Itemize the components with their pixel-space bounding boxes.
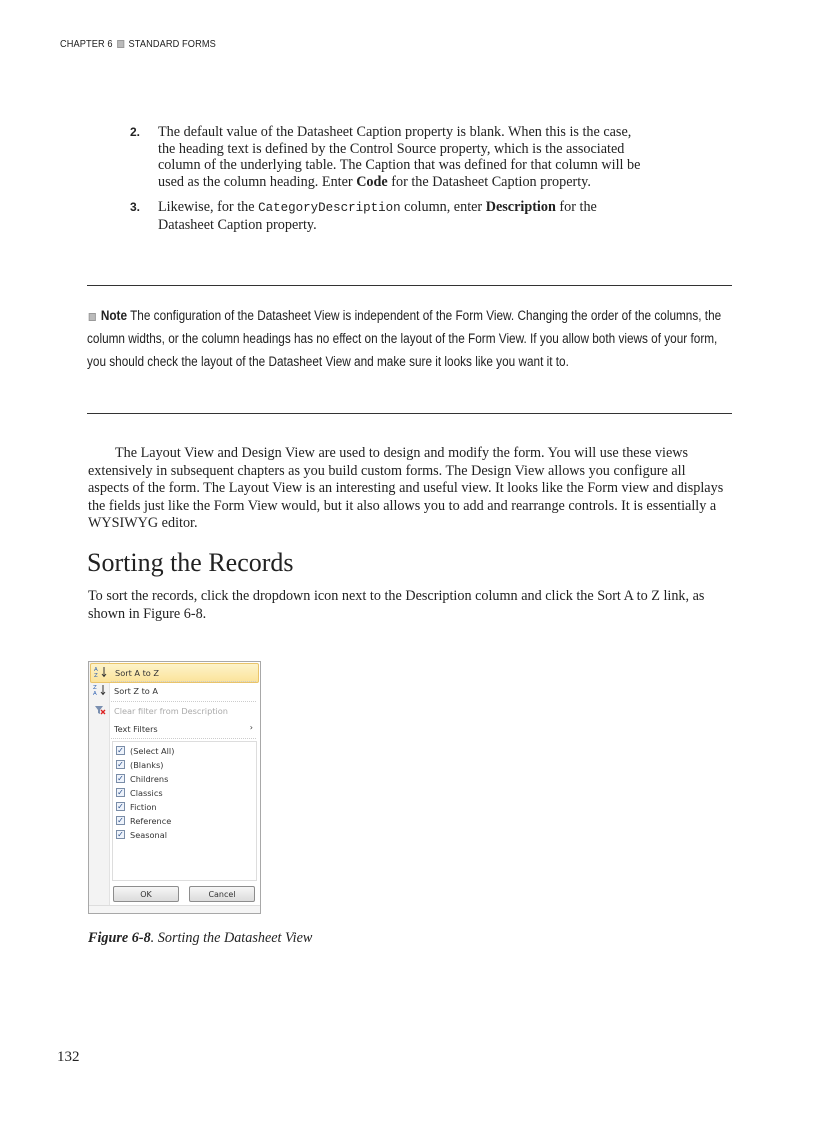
figure-caption-text: . Sorting the Datasheet View — [150, 930, 313, 946]
step-bold-text: Description — [485, 199, 556, 215]
checkbox-checked-icon[interactable]: ✓ — [117, 802, 124, 811]
checkbox-checked-icon[interactable]: ✓ — [117, 830, 124, 839]
note-box — [87, 285, 732, 414]
svg-text:Z: Z — [93, 685, 97, 691]
clear-filter-item[interactable] — [90, 702, 259, 720]
sort-descending-icon — [93, 684, 107, 698]
step-text-part: for the Datasheet Caption property. — [387, 173, 591, 190]
sort-z-to-a-label: Sort Z to A — [114, 686, 159, 696]
sort-z-to-a-item[interactable] — [90, 682, 259, 700]
sort-a-to-z-item[interactable] — [90, 663, 259, 683]
svg-text:A: A — [94, 667, 98, 673]
body-paragraph-2: To sort the records, click the dropdown icon next to the Description column and click the Sort A to Z link, as shown in Figure 6-8. — [88, 588, 705, 622]
note-text — [87, 304, 732, 373]
resize-grip[interactable] — [89, 905, 260, 913]
text-filters-item[interactable] — [90, 720, 259, 738]
list-item[interactable] — [116, 814, 171, 827]
note-body: The configuration of the Datasheet View is independent of the Form View. Changing the order of the columns, the column widths, or the column headings has no effect on the layout of the Form View. If you allow both views of your form, you should check the layout of the Datasheet View and make sure it looks like you want it to. — [87, 308, 722, 369]
step-item — [130, 124, 650, 190]
step-number: 2. — [130, 125, 141, 139]
list-item[interactable] — [116, 758, 164, 771]
list-item[interactable] — [116, 786, 163, 799]
note-label: Note — [100, 308, 128, 323]
clear-filter-label: Clear filter from Description — [114, 706, 228, 716]
step-bold-text: Code — [356, 173, 388, 190]
step-number: 3. — [130, 200, 141, 214]
svg-text:Z: Z — [94, 673, 98, 678]
submenu-arrow-icon: › — [249, 723, 253, 732]
list-item-label: Seasonal — [130, 829, 168, 840]
figure-caption-label: Figure 6-8 — [88, 930, 151, 946]
clear-filter-icon — [93, 704, 107, 718]
list-item-label: (Select All) — [130, 745, 175, 756]
numbered-steps — [130, 124, 650, 242]
step-text — [158, 199, 650, 233]
note-square-icon — [89, 313, 96, 321]
list-item[interactable] — [116, 828, 167, 841]
inline-code: CategoryDescription — [258, 201, 401, 215]
list-item-label: Fiction — [130, 801, 157, 812]
step-text-part: The default value of the Datasheet Caption property is blank. When this is the case, the heading text is defined by the Control Source property, which is the associated column of the underlying table. The Caption that was defined for that column will be used as the column heading. Enter — [158, 124, 641, 190]
body-paragraph: The Layout View and Design View are used to design and modify the form. You will use these views extensively in subsequent chapters as you build custom forms. The Design View allows you configure all aspects of the form. The Layout View is an interesting and useful view. It looks like the Form view and displays the fields just like the Form View would, but it also allows you to add and rearrange controls. It is essentially a WYSIWYG editor. — [88, 445, 724, 531]
list-item-label: Childrens — [130, 773, 169, 784]
svg-text:A: A — [93, 691, 97, 696]
checkbox-checked-icon[interactable]: ✓ — [117, 816, 124, 825]
menu-separator — [111, 738, 256, 739]
running-head — [60, 38, 216, 50]
step-item — [130, 199, 650, 233]
checkbox-checked-icon[interactable]: ✓ — [117, 760, 124, 769]
checkbox-checked-icon[interactable]: ✓ — [117, 788, 124, 797]
separator-square-icon — [117, 40, 124, 48]
step-text-part: column, enter — [400, 199, 486, 215]
page-number: 132 — [57, 1049, 80, 1065]
filter-dropdown-menu — [88, 661, 261, 914]
chapter-label: CHAPTER 6 — [60, 38, 113, 50]
list-item-label: Classics — [130, 787, 163, 798]
step-text — [158, 124, 650, 190]
ok-button[interactable]: OK — [113, 886, 179, 902]
list-item[interactable] — [116, 772, 168, 785]
step-text-part: for the Datasheet Caption property. — [158, 199, 597, 233]
sort-ascending-icon — [94, 666, 108, 680]
sort-a-to-z-label: Sort A to Z — [115, 668, 160, 678]
list-item-label: Reference — [130, 815, 172, 826]
chapter-title: STANDARD FORMS — [128, 38, 216, 50]
step-text-part: Likewise, for the — [158, 199, 259, 215]
list-item[interactable] — [116, 800, 157, 813]
checkbox-checked-icon[interactable]: ✓ — [117, 774, 124, 783]
list-item[interactable] — [116, 744, 174, 757]
list-item-label: (Blanks) — [130, 759, 164, 770]
filter-value-list[interactable] — [112, 741, 257, 881]
text-filters-label: Text Filters — [114, 724, 158, 734]
cancel-button[interactable]: Cancel — [189, 886, 255, 902]
figure-caption — [88, 930, 312, 947]
section-heading: Sorting the Records — [87, 548, 294, 577]
checkbox-checked-icon[interactable]: ✓ — [117, 746, 124, 755]
